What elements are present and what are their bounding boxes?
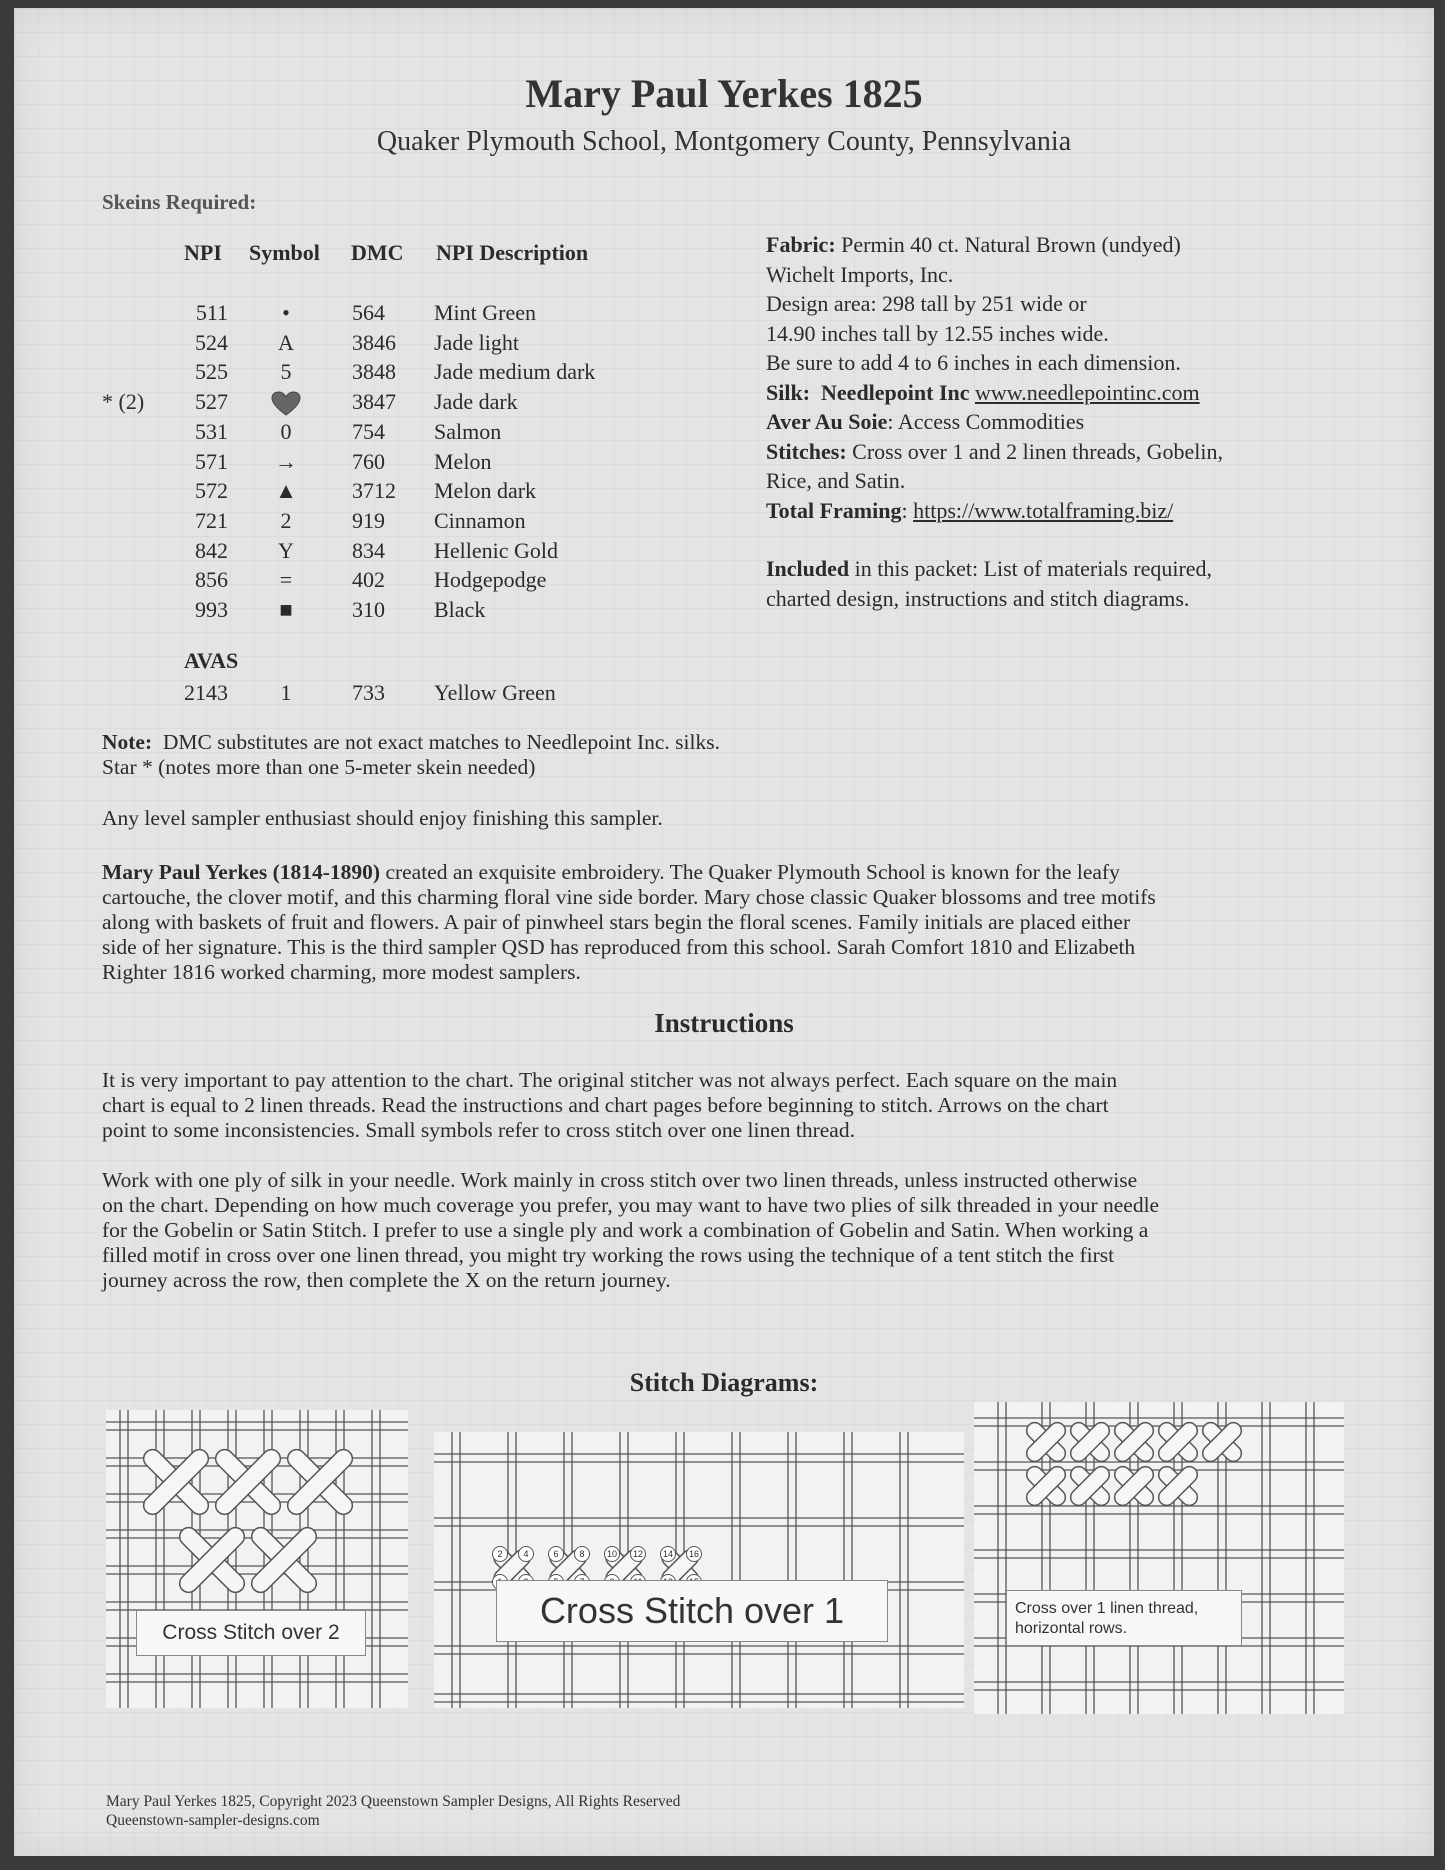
col-header-npi: NPI (184, 240, 222, 265)
included-value: in this packet: List of materials required, (854, 556, 1213, 581)
fabric-label: Fabric: (766, 232, 836, 257)
npi-number: 511 (195, 300, 228, 325)
npi-number: 527 (195, 389, 228, 415)
bio-name: Mary Paul Yerkes (1814-1890) (102, 860, 381, 884)
npi-number: 525 (195, 359, 228, 385)
framing-sep: : (901, 497, 908, 523)
description: Melon (434, 448, 492, 474)
col-header-dmc: DMC (351, 240, 404, 265)
symbol: ▲ (275, 478, 297, 504)
npi-number: 531 (195, 418, 228, 444)
symbol: Y (278, 537, 294, 563)
cross-stitch-over-2-diagram (106, 1410, 408, 1708)
dmc-number: 3848 (352, 359, 396, 385)
symbol: • (282, 300, 290, 325)
instructions-line: Work with one ply of silk in your needle. Work mainly in cross stitch over two linen threads, unless instructed otherwise (102, 1168, 1138, 1192)
stitch-number: 10 (604, 1546, 620, 1562)
needlepoint-link[interactable]: www.needlepointinc.com (975, 379, 1200, 405)
cross-stitch-over-2-grid (106, 1410, 408, 1708)
dmc-number: 760 (352, 448, 385, 474)
dmc-number: 564 (352, 300, 385, 325)
dmc-number: 3847 (352, 389, 396, 415)
symbol: 0 (280, 418, 292, 444)
npi-number: 571 (195, 448, 228, 474)
npi-number: 842 (195, 537, 228, 563)
aver-label: Aver Au Soie (766, 409, 888, 434)
symbol: 5 (280, 359, 292, 385)
instructions-line: point to some inconsistencies. Small symbols refer to cross stitch over one linen thread. (102, 1118, 855, 1142)
description: Black (434, 597, 486, 622)
npi-number: 524 (195, 329, 228, 355)
description: Jade medium dark (434, 359, 596, 385)
aver-value: : Access Commodities (887, 409, 1085, 434)
dmc-number: 402 (352, 567, 385, 593)
symbol: ■ (279, 597, 293, 622)
stitch-number: 6 (548, 1546, 564, 1562)
symbol: 2 (280, 507, 292, 533)
symbol: = (279, 567, 293, 593)
design-area-line: Be sure to add 4 to 6 inches in each dimension. (766, 350, 1181, 375)
description: Hellenic Gold (434, 537, 559, 563)
npi-number: 856 (195, 567, 228, 593)
npi-number: 572 (195, 478, 228, 504)
silk-label: Silk: (766, 379, 811, 405)
bio-line: side of her signature. This is the third sampler QSD has reproduced from this school. Sarah Comfort 1810 and Elizabeth (102, 935, 1136, 959)
note-label: Note: (102, 730, 153, 754)
description: Cinnamon (434, 507, 526, 533)
included-label: Included (766, 556, 850, 581)
instructions-line: on the chart. Depending on how much coverage you prefer, you may want to have two plies of silk threaded in your needle (102, 1193, 1160, 1217)
page-title: Mary Paul Yerkes 1825 (525, 71, 923, 116)
dmc-number: 834 (352, 537, 385, 563)
label-line: horizontal rows. (1015, 1620, 1128, 1637)
copyright-line: Mary Paul Yerkes 1825, Copyright 2023 Queenstown Sampler Designs, All Rights Reserved (106, 1793, 681, 1810)
dmc-number: 733 (352, 680, 385, 705)
description: Mint Green (434, 300, 537, 325)
stitch-number: 2 (492, 1546, 508, 1562)
level-note: Any level sampler enthusiast should enjoy finishing this sampler. (102, 806, 663, 830)
page-subtitle: Quaker Plymouth School, Montgomery County, Pennsylvania (376, 126, 1072, 157)
description: Salmon (434, 418, 502, 444)
bio-line: cartouche, the clover motif, and this charming floral vine side border. Mary chose classic Quaker blossoms and tree motifs (102, 885, 1156, 909)
col-header-description: NPI Description (436, 240, 589, 265)
total-framing-link[interactable]: https://www.totalframing.biz/ (913, 497, 1174, 523)
npi-number: 993 (195, 597, 228, 622)
horizontal-rows-diagram (974, 1402, 1344, 1714)
footer (106, 1792, 680, 1830)
star-note: Star * (notes more than one 5-meter skein needed) (102, 755, 536, 779)
instructions-line: chart is equal to 2 linen threads. Read the instructions and chart pages before beginning to stitch. Arrows on the chart (102, 1093, 1109, 1117)
avas-label: AVAS (184, 648, 239, 673)
instructions-paragraph-2 (102, 1168, 1382, 1293)
silk-value: Needlepoint Inc (821, 379, 970, 405)
supplier: Wichelt Imports, Inc. (766, 261, 954, 287)
design-area-line: Design area: 298 tall by 251 wide or (766, 291, 1087, 316)
dmc-number: 310 (352, 597, 385, 622)
stitch-number: 12 (630, 1546, 646, 1562)
npi-number: 721 (195, 507, 228, 533)
symbol: 1 (280, 680, 292, 705)
npi-number: 2143 (184, 680, 228, 705)
design-area-line: 14.90 inches tall by 12.55 inches wide. (766, 320, 1109, 346)
description: Yellow Green (434, 680, 556, 705)
materials-block (766, 230, 1416, 613)
symbol: A (278, 329, 294, 355)
cross-stitch-over-1-diagram (434, 1432, 964, 1708)
website-line: Queenstown-sampler-designs.com (106, 1812, 320, 1829)
description: Jade dark (434, 389, 518, 415)
note-line (102, 730, 1382, 755)
dmc-number: 3712 (352, 478, 396, 504)
bio-line: along with baskets of fruit and flowers. A pair of pinwheel stars begin the floral scenes. Family initials are placed either (102, 910, 1131, 934)
pattern-page (14, 8, 1434, 1856)
stitch-number: 4 (518, 1546, 534, 1562)
fabric-value: Permin 40 ct. Natural Brown (undyed) (841, 232, 1181, 257)
stitch-number: 16 (686, 1546, 702, 1562)
instructions-paragraph-1 (102, 1068, 1382, 1143)
instructions-heading: Instructions (654, 1008, 794, 1038)
description: Jade light (434, 329, 519, 355)
cross-stitch-over-2-label: Cross Stitch over 2 (136, 1610, 366, 1656)
included-value: charted design, instructions and stitch diagrams. (766, 585, 1190, 611)
bio-line: Righter 1816 worked charming, more modest samplers. (102, 960, 581, 984)
skein-note: * (2) (102, 389, 145, 415)
framing-label: Total Framing (766, 497, 902, 523)
instructions-line: journey across the row, then complete the X on the return journey. (102, 1268, 671, 1292)
bio-paragraph (102, 860, 1382, 985)
instructions-line: It is very important to pay attention to the chart. The original stitcher was not always perfect. Each square on the main (102, 1068, 1118, 1092)
label-line: Cross over 1 linen thread, (1015, 1600, 1199, 1617)
col-header-symbol: Symbol (249, 240, 320, 265)
description: Melon dark (434, 478, 537, 504)
dmc-number: 919 (352, 507, 385, 533)
skeins-required-label: Skeins Required: (102, 190, 257, 214)
stitch-diagrams-heading: Stitch Diagrams: (629, 1368, 819, 1397)
bio-line: created an exquisite embroidery. The Quaker Plymouth School is known for the leafy (385, 860, 1120, 884)
symbol: → (275, 448, 297, 474)
note-text: DMC substitutes are not exact matches to Needlepoint Inc. silks. (162, 730, 720, 754)
instructions-line: for the Gobelin or Satin Stitch. I prefer to use a single ply and work a combination of Gobelin and Satin. When working a (102, 1218, 1149, 1242)
stitches-label: Stitches: (766, 438, 847, 464)
horizontal-rows-label (1006, 1590, 1242, 1646)
cross-stitch-over-1-label: Cross Stitch over 1 (496, 1580, 888, 1642)
horizontal-rows-grid (974, 1402, 1344, 1714)
description: Hodgepodge (434, 567, 547, 593)
stitches-value: Cross over 1 and 2 linen threads, Gobelin, (852, 438, 1224, 464)
stitch-number: 14 (660, 1546, 676, 1562)
stitches-value: Rice, and Satin. (766, 468, 906, 493)
dmc-number: 754 (352, 418, 385, 444)
instructions-line: filled motif in cross over one linen thread, you might try working the rows using the technique of a tent stitch the first (102, 1243, 1115, 1267)
dmc-number: 3846 (352, 329, 396, 355)
stitch-number: 8 (574, 1546, 590, 1562)
